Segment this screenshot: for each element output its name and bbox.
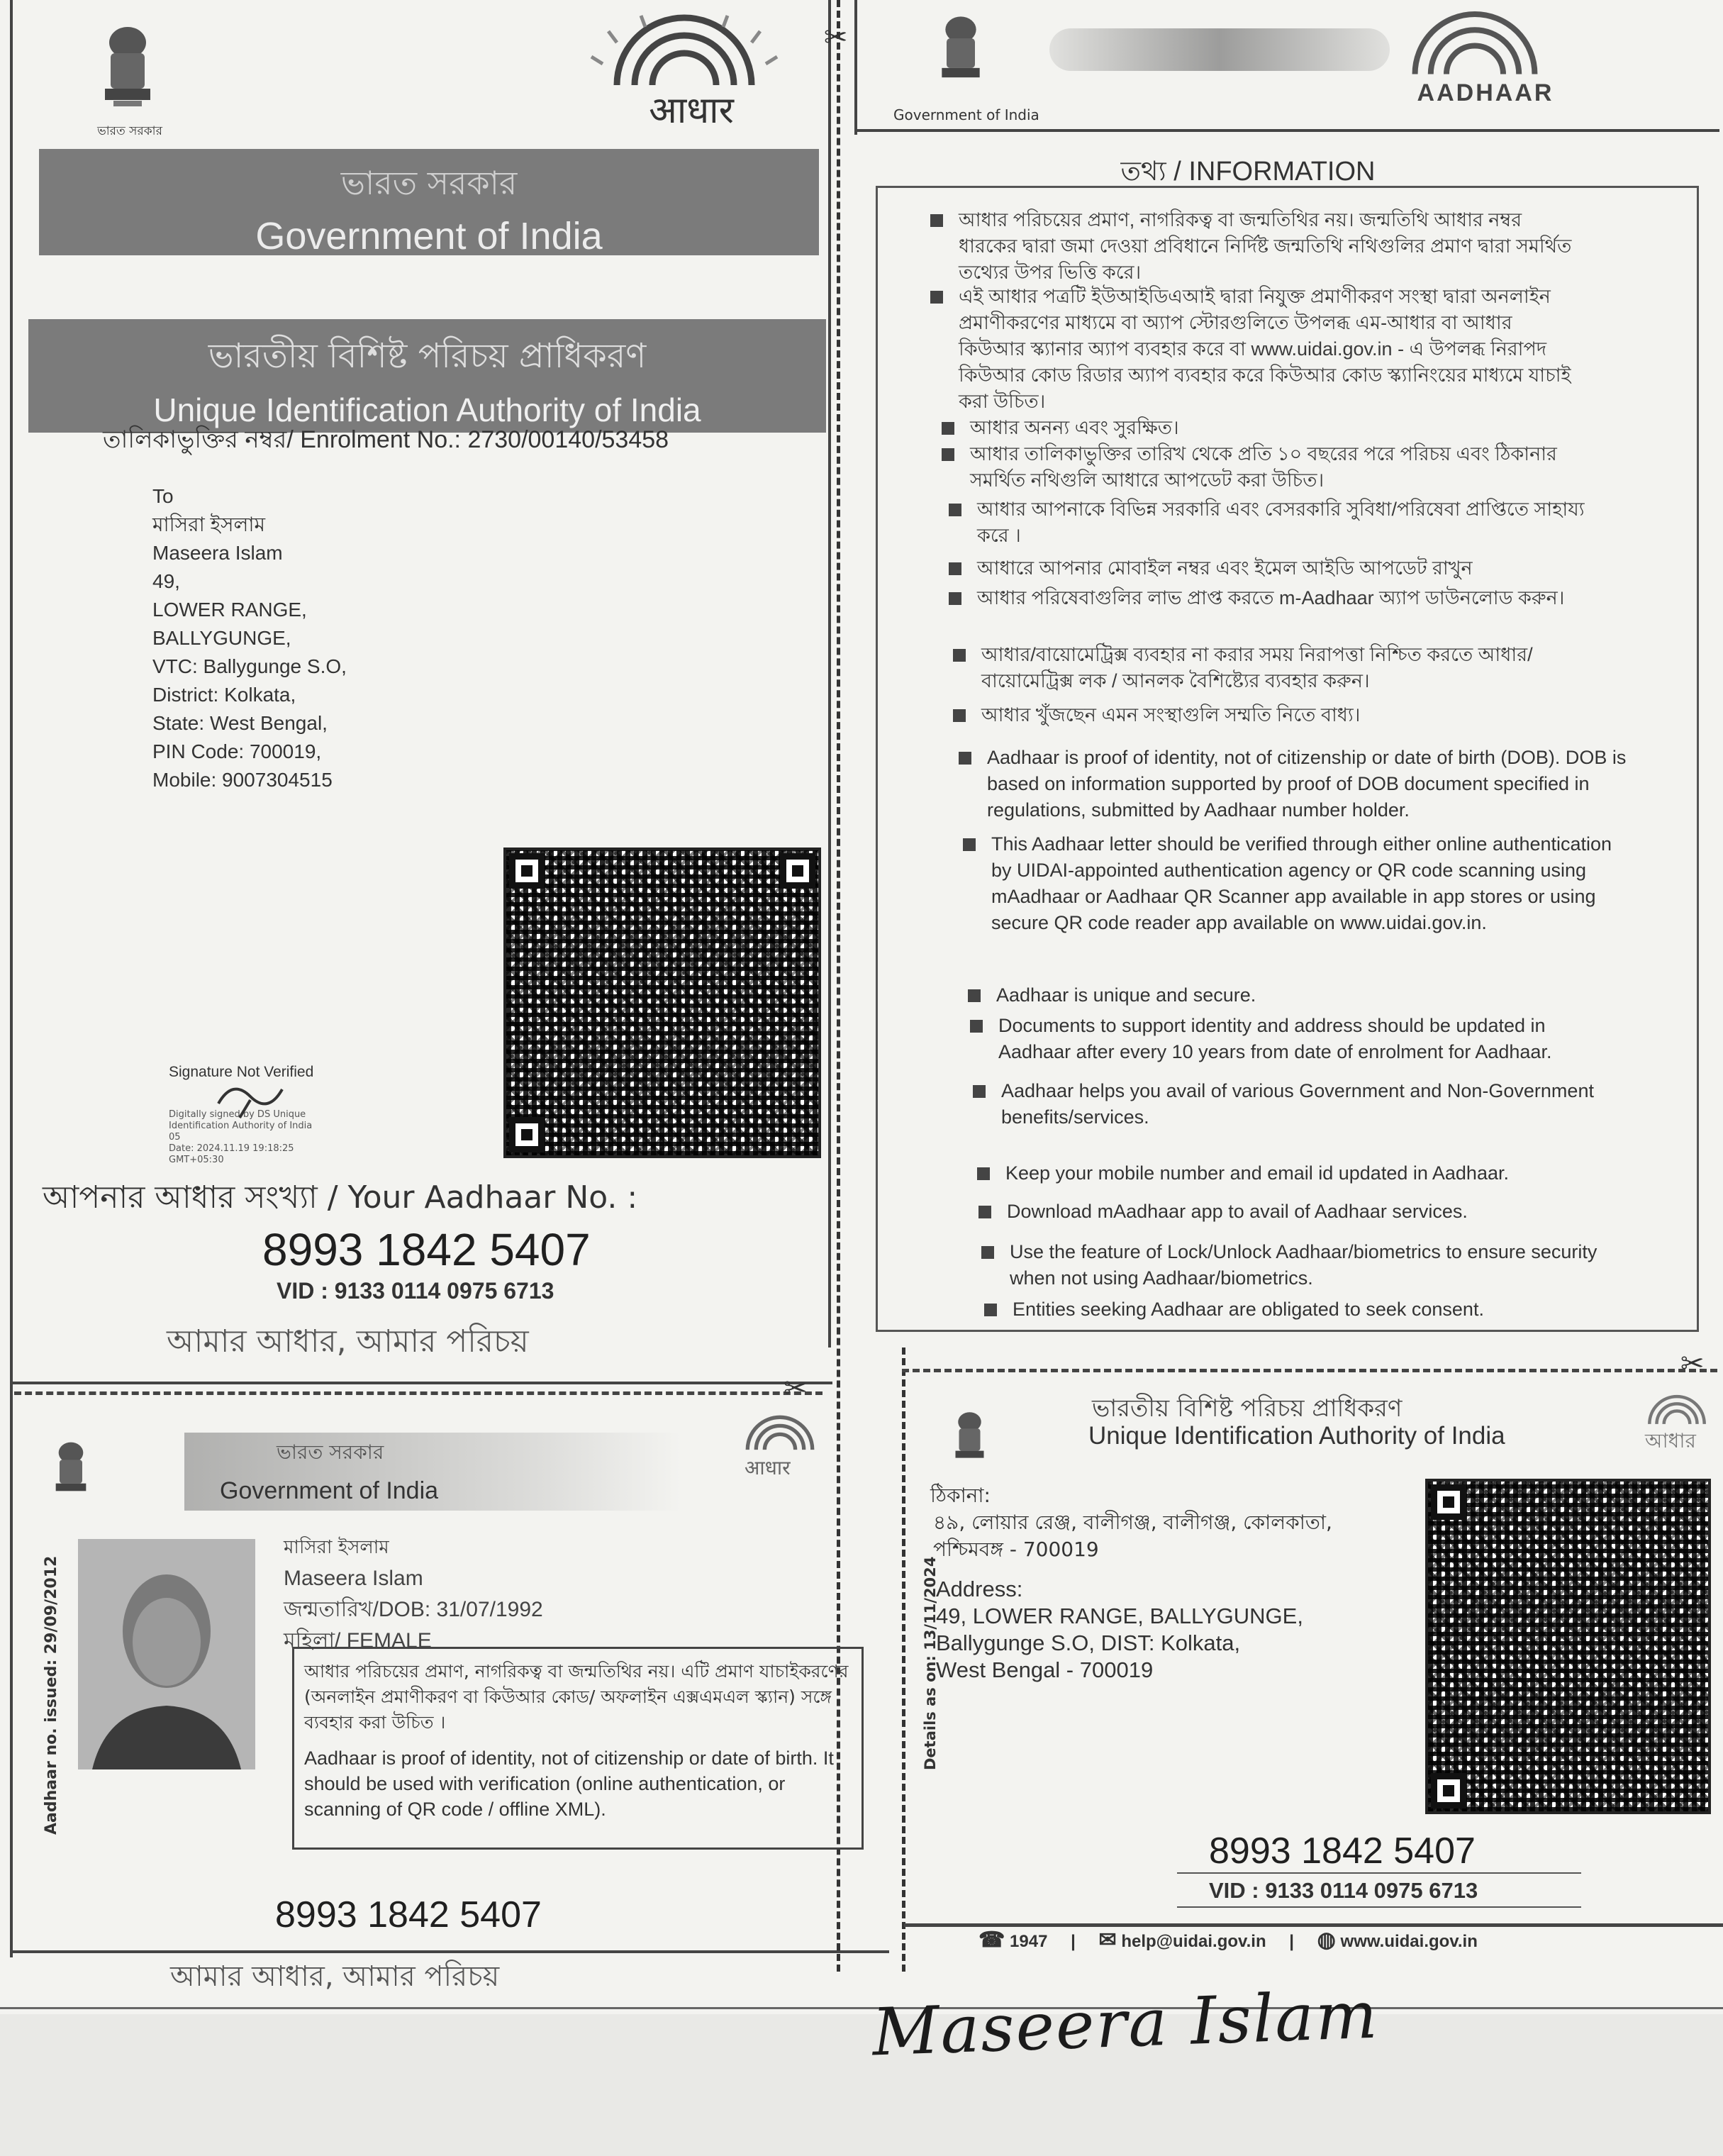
- slogan: আমার আধার, আমার পরিচয়: [167, 1323, 529, 1360]
- info-bullet-en-8: Use the feature of Lock/Unlock Aadhaar/biometrics to ensure security when not using Aadhaar/biometrics.: [1010, 1239, 1605, 1291]
- aadhaar-logo-icon: [589, 14, 780, 85]
- info-bullet-bn-7: আধার পরিষেবাগুলির লাভ প্রাপ্ত করতে m-Aadhaar অ্যাপ ডাউনলোড করুন।: [977, 585, 1587, 611]
- signature-title: Signature Not Verified: [169, 1064, 314, 1080]
- card-back-vid: VID : 9133 0114 0975 6713: [1209, 1878, 1478, 1903]
- qr-code-card-back: [1425, 1479, 1711, 1814]
- cut-line-horizontal-left: [14, 1391, 823, 1395]
- card-back-uidai-bn: ভারতীয় বিশিষ্ট পরিচয় প্রাধিকরণ: [1092, 1394, 1403, 1423]
- digital-signature: [169, 1064, 381, 1166]
- card-name-bn: মাসিরা ইসলাম: [284, 1537, 389, 1558]
- aadhaar-logo-text: आधार: [649, 89, 734, 132]
- card-aadhaar-logo-text: आधार: [745, 1456, 791, 1479]
- ashoka-emblem-icon-right: [925, 7, 996, 99]
- gov-banner: [39, 149, 819, 255]
- address-name-bn: মাসিরা ইসলাম: [152, 513, 266, 535]
- aadhaar-logo-icon-back: [1638, 1390, 1716, 1429]
- address-district: District: Kolkata,: [152, 684, 296, 706]
- handwritten-signature: Maseera Islam: [871, 1977, 1380, 2071]
- signature-check-icon: [211, 1075, 289, 1125]
- info-bullet-en-9: Entities seeking Aadhaar are obligated to seek consent.: [1013, 1296, 1608, 1323]
- card-gov-en: Government of India: [220, 1477, 439, 1504]
- scissors-icon-right: ✂: [1680, 1348, 1705, 1380]
- aadhaar-number-label: আপনার আধার সংখ্যা / Your Aadhaar No. :: [43, 1179, 638, 1216]
- card-name-en: Maseera Islam: [284, 1567, 423, 1590]
- info-bullet-en-5: Aadhaar helps you avail of various Government and Non-Government benefits/services.: [1001, 1078, 1597, 1130]
- address-pin: PIN Code: 700019,: [152, 740, 322, 762]
- card-note-bn: আধার পরিচয়ের প্রমাণ, নাগরিকত্ব বা জন্মতিথির নয়। এটি প্রমাণ যাচাইকরণের (অনলাইন প্রমাণীকরণ বা কিউআর কোড/ অফলাইন এক্সএমএল স্ক্যান) সঙ্গে ব্যবহার করা উচিত ।: [304, 1661, 849, 1733]
- vid-number: VID : 9133 0114 0975 6713: [277, 1278, 554, 1304]
- card-back-addr-en-2: Ballygunge S.O, DIST: Kolkata,: [936, 1630, 1241, 1655]
- signature-line2: Identification Authority of India: [169, 1121, 313, 1131]
- address-block: [152, 482, 578, 794]
- card-back-web: www.uidai.gov.in: [1340, 1932, 1478, 1951]
- info-bullet-bn-3: আধার অনন্য এবং সুরক্ষিত।: [970, 415, 1580, 441]
- redacted-smudge: [1049, 28, 1390, 71]
- address-mobile: Mobile: 9007304515: [152, 769, 333, 791]
- card-back-phone: 1947: [1010, 1932, 1048, 1951]
- card-back-footer: ☎ 1947 | ✉ help@uidai.gov.in | ◍ www.uidai.gov.in: [978, 1928, 1478, 1952]
- uidai-banner-bn: ভারতীয় বিশিষ্ট পরিচয় প্রাধিকরণ: [208, 336, 647, 376]
- card-back-addr-en-3: West Bengal - 700019: [936, 1657, 1154, 1682]
- scissors-icon-left: ✂: [784, 1372, 808, 1405]
- card-back-addr-bn-2: পশ্চিমবঙ্গ - 700019: [933, 1538, 1099, 1561]
- info-bullet-bn-5: আধার আপনাকে বিভিন্ন সরকারি এবং বেসরকারি সুবিধা/পরিষেবা প্রাপ্তিতে সাহায্য করে ।: [977, 496, 1587, 549]
- sheet-bottom-edge: [0, 2007, 1723, 2009]
- left-center-line: [828, 0, 831, 1348]
- aadhaar-logo-icon-right: [1390, 7, 1560, 78]
- gov-caption-right: Government of India: [893, 106, 1039, 123]
- address-vtc: VTC: Ballygunge S.O,: [152, 655, 347, 677]
- address-line3: BALLYGUNGE,: [152, 627, 291, 649]
- card-back-addr-label-bn: ঠিকানা:: [930, 1484, 991, 1507]
- card-back-email: help@uidai.gov.in: [1121, 1932, 1266, 1951]
- card-back-footer-line: [904, 1923, 1723, 1927]
- cut-line-horizontal-right: [902, 1369, 1717, 1372]
- phone-icon: ☎: [978, 1928, 1005, 1952]
- info-bullet-en-1: Aadhaar is proof of identity, not of citizenship or date of birth (DOB). DOB is based on information supported by proof of DOB document specified in regulations, submitted by Aadhaar number holder.: [987, 745, 1632, 823]
- signature-line4: Date: 2024.11.19 19:18:25: [169, 1143, 294, 1154]
- card-back-vid-line: [1177, 1906, 1581, 1908]
- card-back-uidai-en: Unique Identification Authority of India: [1088, 1422, 1505, 1450]
- left-border-line: [10, 0, 13, 1957]
- address-line2: LOWER RANGE,: [152, 599, 307, 621]
- ashoka-emblem-icon: [85, 21, 170, 121]
- card-back-addr-bn-1: ৪৯, লোয়ার রেঞ্জ, বালীগঞ্জ, বালীগঞ্জ, কোলকাতা,: [933, 1511, 1332, 1534]
- address-name-en: Maseera Islam: [152, 542, 283, 564]
- info-bullet-en-3: Aadhaar is unique and secure.: [996, 982, 1620, 1008]
- card-dob: জন্মতারিখ/DOB: 31/07/1992: [284, 1598, 543, 1621]
- signature-line1: Digitally signed by DS Unique: [169, 1109, 306, 1120]
- card-bottom-line: [10, 1950, 889, 1953]
- card-back-address-en: [936, 1576, 1303, 1684]
- info-bullet-bn-4: আধার তালিকাভুক্তির তারিখ থেকে প্রতি ১০ বছরের পরে পরিচয় এবং ঠিকানার সমর্থিত নথিগুলি আধারে আপডেট করা উচিত।: [970, 441, 1587, 494]
- uidai-banner-en: Unique Identification Authority of India: [153, 391, 701, 428]
- right-top-line: [854, 0, 857, 135]
- card-back-number-line: [1177, 1872, 1581, 1874]
- aadhaar-logo-text-right: AADHAAR: [1417, 79, 1554, 106]
- info-bullet-bn-6: আধারে আপনার মোবাইল নম্বর এবং ইমেল আইডি আপডেট রাখুন: [977, 555, 1587, 582]
- card-slogan: আমার আধার, আমার পরিচয়: [170, 1960, 500, 1993]
- card-issue-side-text: Aadhaar no. issued: 29/09/2012: [43, 1555, 60, 1835]
- card-details: [284, 1532, 543, 1657]
- aadhaar-number: 8993 1842 5407: [262, 1224, 591, 1275]
- ashoka-emblem-icon-card: [43, 1433, 99, 1511]
- mail-icon: ✉: [1098, 1928, 1117, 1952]
- left-bottom-divider: [10, 1382, 832, 1384]
- card-back-addr-en-1: 49, LOWER RANGE, BALLYGUNGE,: [936, 1604, 1303, 1628]
- signature-line3: 05: [169, 1132, 181, 1143]
- globe-icon: ◍: [1317, 1928, 1336, 1952]
- card-back-side-text: Details as on: 13/11/2024: [922, 1556, 939, 1770]
- cut-line-vertical-2: [902, 1348, 905, 1972]
- card-back-aadhaar-number: 8993 1842 5407: [1209, 1830, 1476, 1872]
- address-to: To: [152, 485, 174, 507]
- gov-banner-en: Government of India: [255, 215, 603, 257]
- info-bullet-bn-2: এই আধার পত্রটি ইউআইডিএআই দ্বারা নিযুক্ত প্রমাণীকরণ সংস্থা দ্বারা অনলাইন প্রমাণীকরণের মাধ্যমে বা অ্যাপ স্টোরগুলিতে উপলব্ধ এম-আধার বা আধার কিউআর স্ক্যানার অ্যাপ ব্যবহার করে বা www.uidai.gov.in - এ উপলব্ধ নিরাপদ কিউআর কোড রিডার অ্যাপ ব্যবহার করে কিউআর কোড স্ক্যানিংয়ের মাধ্যমে যাচাই করা উচিত।: [959, 284, 1583, 415]
- card-gov-bn: ভারত সরকার: [277, 1440, 384, 1464]
- emblem-caption: ভারত সরকার: [97, 124, 162, 138]
- card-aadhaar-number: 8993 1842 5407: [275, 1894, 542, 1935]
- card-photo: [78, 1539, 255, 1769]
- info-bullet-bn-9: আধার খুঁজছেন এমন সংস্থাগুলি সম্মতি নিতে বাধ্য।: [981, 702, 1591, 728]
- address-line1: 49,: [152, 570, 180, 592]
- scissors-icon: ✂: [824, 21, 848, 54]
- right-header-divider: [854, 129, 1719, 132]
- info-bullet-en-6: Keep your mobile number and email id updated in Aadhaar.: [1005, 1160, 1601, 1187]
- info-title: তথ্য / INFORMATION: [1120, 157, 1376, 187]
- card-note-box: [292, 1647, 864, 1850]
- qr-code-main: [503, 848, 821, 1158]
- card-back-aadhaar-logo-text: আধার: [1645, 1429, 1696, 1452]
- info-bullet-bn-1: আধার পরিচয়ের প্রমাণ, নাগরিকত্ব বা জন্মতিথির নয়। জন্মতিথি আধার নম্বর ধারকের দ্বারা জমা দেওয়া প্রবিধানে নির্দিষ্ট জন্মতিথি নথিগুলির প্রমাণ দ্বারা সমর্থিত তথ্যের উপর ভিত্তি করে।: [959, 207, 1576, 286]
- signature-line5: GMT+05:30: [169, 1155, 224, 1165]
- uidai-banner: [28, 319, 826, 433]
- ashoka-emblem-icon-back: [943, 1404, 996, 1475]
- info-bullet-en-2: This Aadhaar letter should be verified through either online authentication by UIDAI-appointed authentication agency or QR code scanning using mAadhaar or Aadhaar QR Scanner app available in app stores or using secure QR code reader app available on www.uidai.gov.in.: [991, 831, 1629, 936]
- enrolment-number: তালিকাভুক্তির নম্বর/ Enrolment No.: 2730/00140/53458: [103, 426, 669, 453]
- card-gov-banner: [184, 1433, 681, 1511]
- aadhaar-logo-icon-card: [734, 1411, 826, 1454]
- card-back-addr-label-en: Address:: [936, 1577, 1023, 1601]
- card-note-en: Aadhaar is proof of identity, not of citizenship or date of birth. It should be used with verification (online authentication, or scanning of QR code / offline XML).: [304, 1747, 834, 1820]
- card-back-address-bn: [930, 1482, 1332, 1563]
- info-bullet-en-7: Download mAadhaar app to avail of Aadhaar services.: [1007, 1199, 1602, 1225]
- card-gender: মহিলা/ FEMALE: [284, 1629, 432, 1652]
- address-state: State: West Bengal,: [152, 712, 328, 734]
- gov-banner-bn: ভারত সরকার: [340, 164, 518, 202]
- info-bullet-en-4: Documents to support identity and address should be updated in Aadhaar after every 10 years from date of enrolment for Aadhaar.: [998, 1013, 1608, 1065]
- info-bullet-bn-8: আধার/বায়োমেট্রিক্স ব্যবহার না করার সময় নিরাপত্তা নিশ্চিত করতে আধার/বায়োমেট্রিক্স লক / আনলক বৈশিষ্ট্যের ব্যবহার করুন।: [981, 642, 1591, 694]
